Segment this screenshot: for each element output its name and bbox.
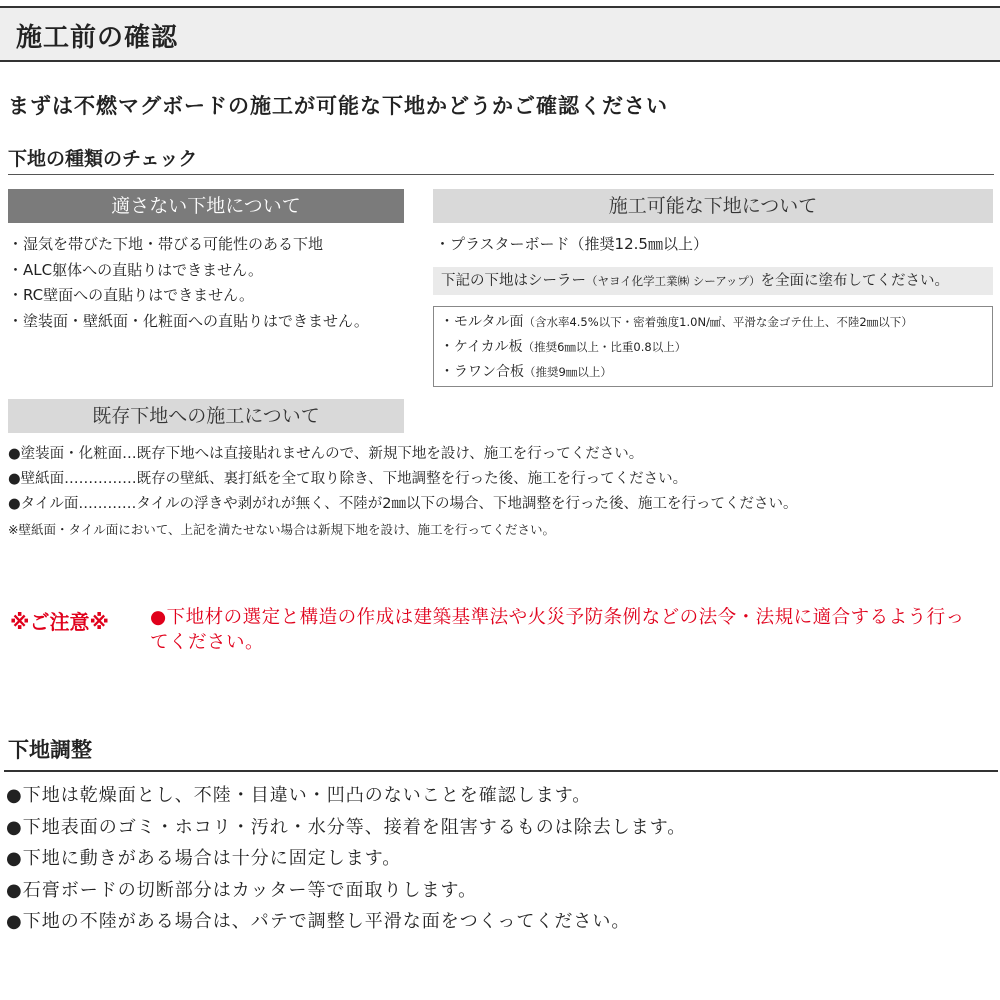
sealer-text-c: を全面に塗布してください。 <box>760 273 950 289</box>
check-section-title: 下地の種類のチェック <box>8 148 198 170</box>
item-main: ・ラワン合板 <box>440 364 524 380</box>
caution-label: ※ご注意※ <box>10 610 109 634</box>
sealer-text-b: （ヤヨイ化学工業㈱ シーアップ） <box>586 274 761 288</box>
title-bar <box>0 6 1000 62</box>
item-main: ・モルタル面 <box>440 314 524 330</box>
adjust-list <box>6 780 686 938</box>
list-item: ・塗装面・壁紙面・化粧面への直貼りはできません。 <box>8 311 369 330</box>
list-item <box>440 360 992 385</box>
list-item: ●下地表面のゴミ・ホコリ・汚れ・水分等、接着を阻害するものは除去します。 <box>6 816 687 838</box>
list-item <box>440 310 992 335</box>
list-item: ・湿気を帯びた下地・帯びる可能性のある下地 <box>8 235 324 253</box>
list-item: ●壁紙面……………既存の壁紙、裏打紙を全て取り除き、下地調整を行った後、施工を行ってください。 <box>8 471 688 487</box>
list-item: ●下地は乾燥面とし、不陸・目違い・凹凸のないことを確認します。 <box>6 785 592 806</box>
sealer-substrate-box <box>433 306 993 387</box>
list-item: ・ALC躯体への直貼りはできません。 <box>8 260 263 279</box>
list-item: ・プラスターボード（推奨12.5㎜以上） <box>435 235 708 253</box>
divider <box>4 770 998 772</box>
list-item: ●タイル面…………タイルの浮きや剥がれが無く、不陸が2㎜以下の場合、下地調整を行った後、施工を行ってください。 <box>8 496 798 512</box>
caution-text: ●下地材の選定と構造の作成は建築基準法や火災予防条例などの法令・法規に適合するよう行ってください。 <box>150 607 965 653</box>
list-item: ●石膏ボードの切断部分はカッター等で面取りします。 <box>6 879 478 901</box>
item-note: （推奨6㎜以上・比重0.8以上） <box>522 340 687 354</box>
suitable-heading: 施工可能な下地について <box>433 189 993 223</box>
sealer-note <box>433 267 993 295</box>
existing-note: ※壁紙面・タイル面において、上記を満たせない場合は新規下地を設け、施工を行ってください。 <box>8 522 555 537</box>
item-note: （推奨9㎜以上） <box>524 365 612 379</box>
item-note: （含水率4.5%以下・密着強度1.0N/㎟、平滑な金ゴテ仕上、不陸2㎜以下） <box>523 315 913 329</box>
unsuitable-list <box>8 232 369 334</box>
adjust-section-title: 下地調整 <box>8 738 92 762</box>
list-item <box>440 335 992 360</box>
list-item: ●下地の不陸がある場合は、パテで調整し平滑な面をつくってください。 <box>6 911 631 932</box>
list-item: ・RC壁面への直貼りはできません。 <box>8 286 255 304</box>
existing-list <box>8 442 798 542</box>
divider <box>8 174 994 175</box>
lead-heading: まずは不燃マグボードの施工が可能な下地かどうかご確認ください <box>8 94 668 118</box>
item-main: ・ケイカル板 <box>440 339 523 355</box>
existing-heading: 既存下地への施工について <box>8 399 404 433</box>
list-item: ●塗装面・化粧面…既存下地へは直接貼れませんので、新規下地を設け、施工を行ってください。 <box>8 446 644 462</box>
page-title: 施工前の確認 <box>16 23 179 53</box>
sealer-text-a: 下記の下地はシーラー <box>441 273 586 289</box>
unsuitable-heading: 適さない下地について <box>8 189 404 223</box>
suitable-list <box>435 232 708 258</box>
list-item: ●下地に動きがある場合は十分に固定します。 <box>6 848 402 869</box>
